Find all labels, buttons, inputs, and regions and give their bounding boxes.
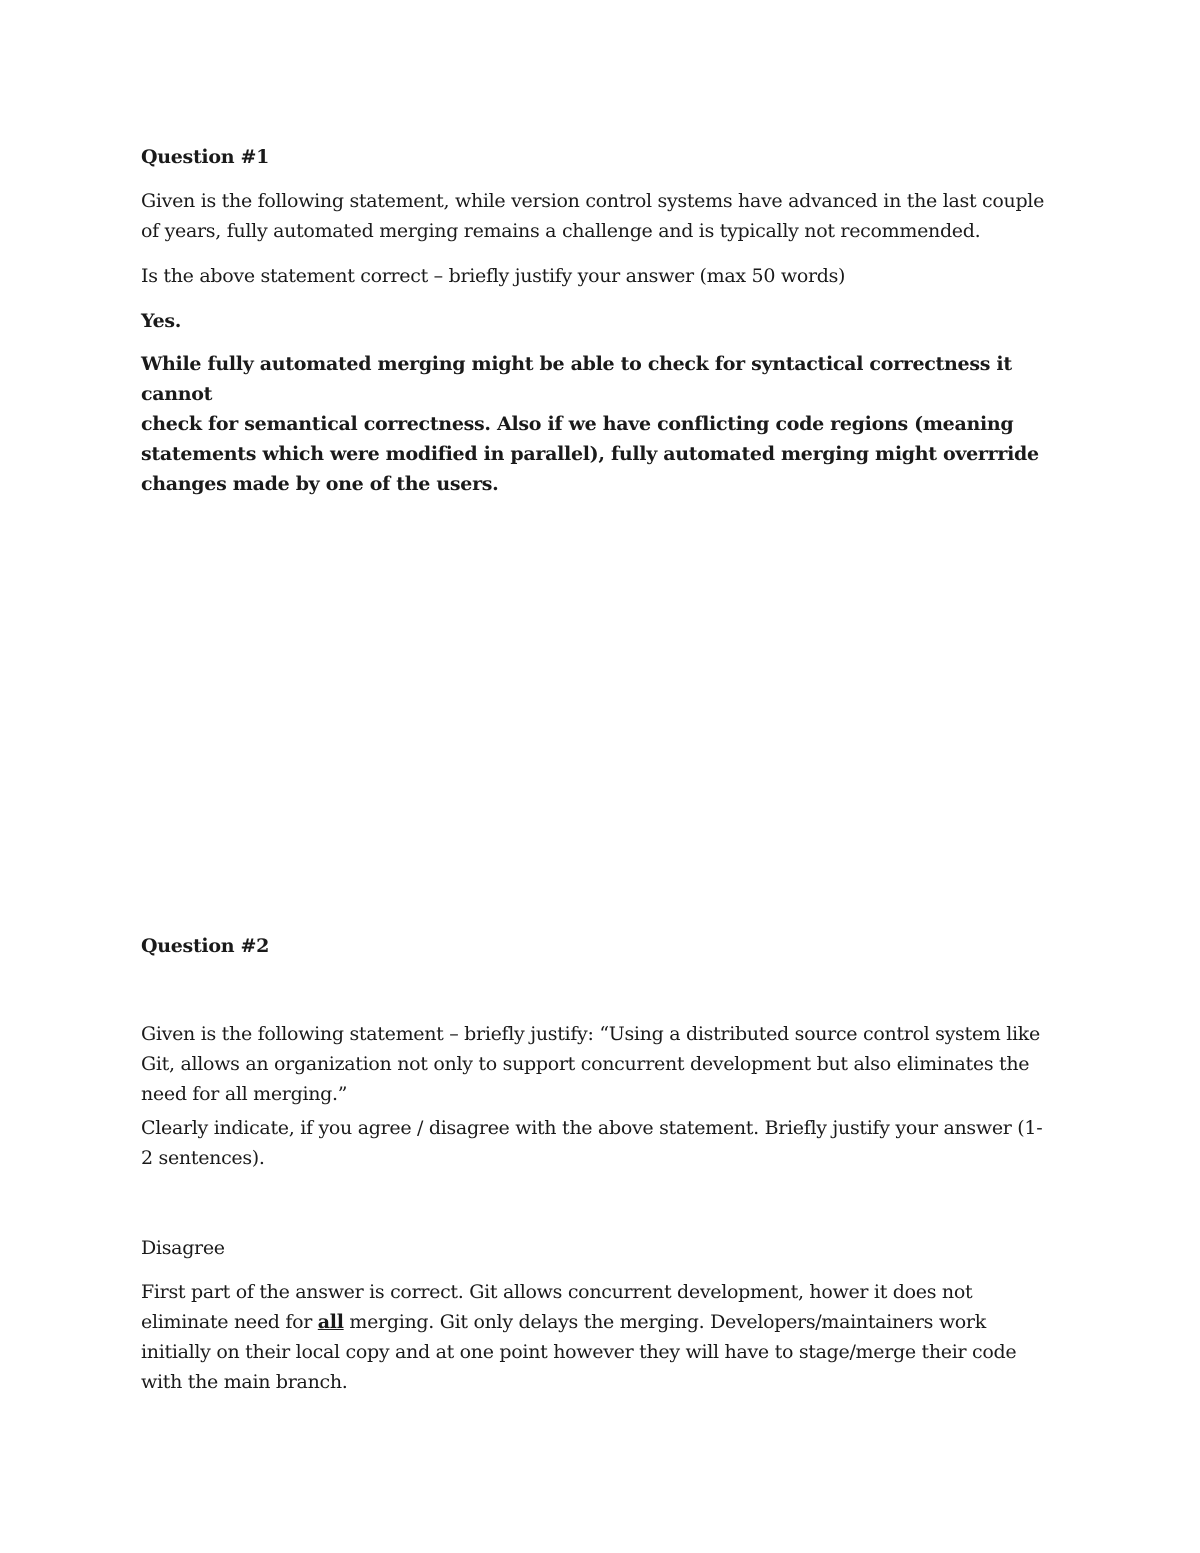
question-1-statement-line: Given is the following statement, while version control systems have advanced in the last couple — [141, 190, 1045, 212]
question-2-prompt-line: Clearly indicate, if you agree / disagree with the above statement. Briefly justify your answer (1- — [141, 1117, 1043, 1139]
question-2-heading: Question #2 — [141, 935, 270, 957]
question-1-answer-short: Yes. — [141, 310, 182, 332]
answer-text: merging. Git only delays the merging. Developers/maintainers work — [343, 1311, 986, 1333]
question-1-statement-line: of years, fully automated merging remains a challenge and is typically not recommended. — [141, 220, 981, 242]
question-1-answer-line: check for semantical correctness. Also if we have conflicting code regions (meaning — [141, 413, 1014, 435]
question-1-answer-line: statements which were modified in parallel), fully automated merging might overrride — [141, 443, 1039, 465]
question-2-answer-short: Disagree — [141, 1237, 225, 1259]
question-1-prompt: Is the above statement correct – briefly justify your answer (max 50 words) — [141, 265, 846, 287]
question-2-prompt — [141, 1113, 1061, 1173]
question-2-answer-line: First part of the answer is correct. Git allows concurrent development, hower it does not — [141, 1281, 973, 1303]
question-1-answer-line: While fully automated merging might be able to check for syntactical correctness it cannot — [141, 353, 1012, 405]
question-1-heading: Question #1 — [141, 146, 270, 168]
question-2-answer-line: with the main branch. — [141, 1371, 348, 1393]
question-1-answer — [141, 349, 1061, 499]
question-2-answer-line — [141, 1307, 1061, 1337]
question-2-statement-line: need for all merging.” — [141, 1083, 348, 1105]
answer-text: eliminate need for — [141, 1311, 318, 1333]
question-1-statement — [141, 186, 1061, 246]
question-2-statement-line: Given is the following statement – briefly justify: “Using a distributed source control system like — [141, 1023, 1040, 1045]
question-1-answer-line: changes made by one of the users. — [141, 473, 499, 495]
question-2-prompt-line: 2 sentences). — [141, 1147, 265, 1169]
question-2-statement — [141, 1019, 1061, 1109]
question-2-statement-line: Git, allows an organization not only to support concurrent development but also eliminates the — [141, 1053, 1030, 1075]
question-2-answer-line: initially on their local copy and at one point however they will have to stage/merge their code — [141, 1341, 1017, 1363]
emphasized-word: all — [317, 1311, 344, 1333]
question-2-answer — [141, 1277, 1061, 1397]
